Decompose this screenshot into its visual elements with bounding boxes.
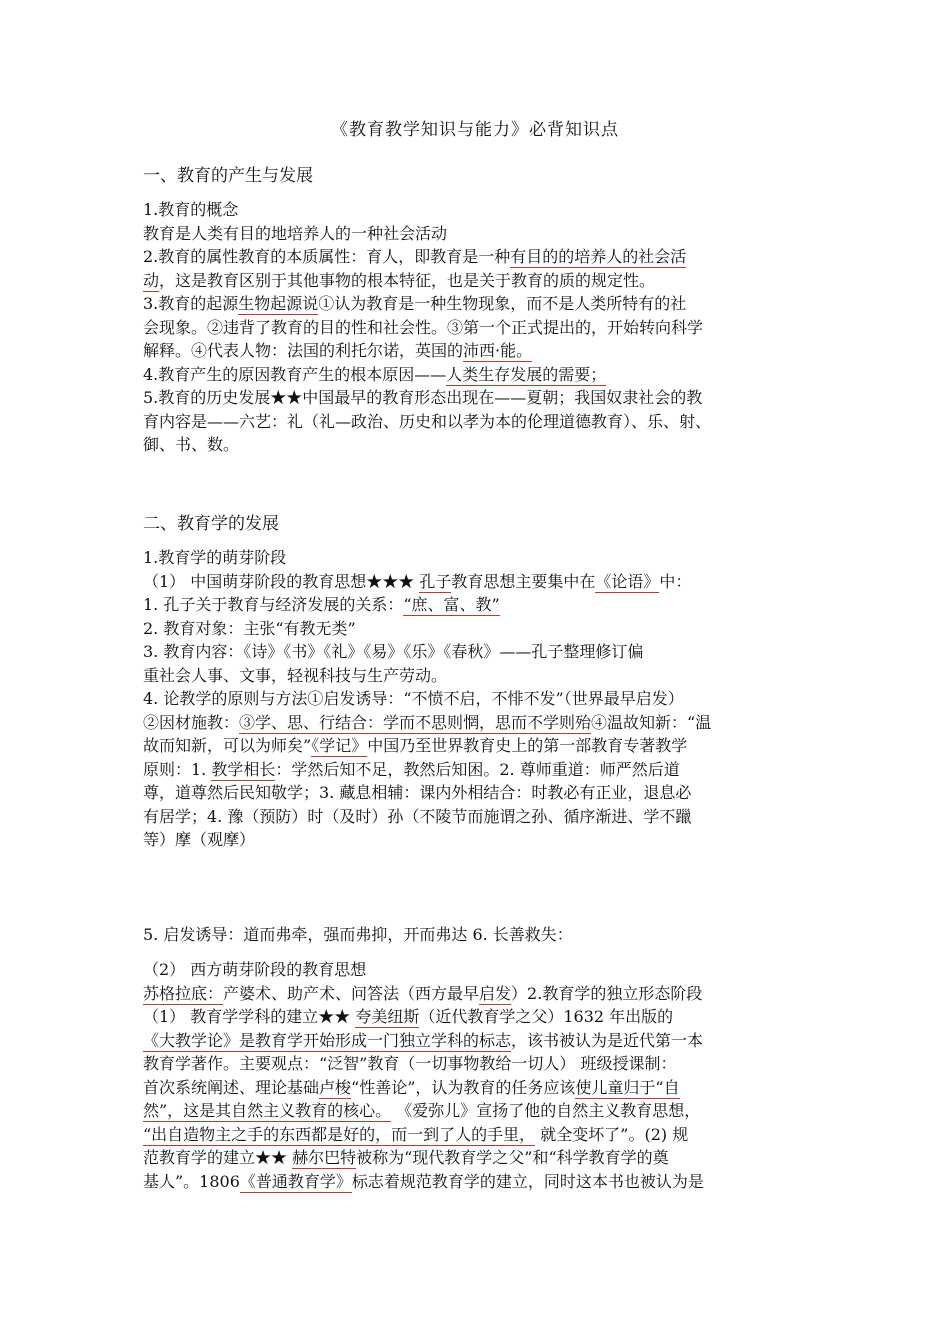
text-segment: 故而知新，可以为师矣” [143,736,312,755]
text-line [143,1052,818,1076]
underlined-text: “庶、富、教” [403,595,500,614]
text-line [143,982,818,1006]
underlined-text: 卢梭 [319,1077,352,1097]
text-segment: 重社会人事、文事，轻视科技与生产劳动。 [143,665,448,685]
text-segment: 1.教育学的萌芽阶段 [143,548,287,567]
text-line [143,222,818,246]
underlined-text: ③学、思、行结合：学而不思则惘，思而不学则殆 [239,712,592,732]
text-segment: ，这是教育区别于其他事物的根本特征，也是关于教育的质的规定性。 [159,270,656,290]
underlined-text: 有目的的培养人的社会活 [510,247,687,266]
text-segment: 2.教育的属性教育的本质属性：育人，即教育是一种 [143,247,511,266]
text-line [143,958,818,982]
text-line [143,1076,818,1100]
text-segment: 中： [659,571,692,591]
text-line [143,292,818,316]
underlined-text: 《学记》 [311,736,368,755]
text-line [143,433,818,457]
text-line [143,316,818,340]
text-line [143,617,818,641]
text-line [143,1005,818,1029]
text-segment: 产婆术、助产术、问答法（西方最早 [223,983,480,1003]
text-segment: 标志着规范教育学的建立，同时这本书也被认为是 [351,1171,704,1191]
text-line [143,1146,818,1170]
text-segment: “性善论”，认为教育的任务应该 [351,1077,576,1097]
underlined-text: 《论语》 [595,571,660,591]
text-line [143,711,818,735]
underlined-text: 《普通教育学》 [239,1171,352,1191]
text-segment: 范教育学的建立★★ [143,1148,293,1167]
text-segment: （近代教育学之父）1632 年出版的 [419,1007,674,1026]
text-line [143,339,818,363]
text-segment: （1） 教育学学科的建立★★ [143,1007,356,1026]
underlined-text: 苏格拉底： [143,983,224,1003]
text-line [143,570,818,594]
underlined-text: 沛西·能。 [463,341,533,360]
text-line [143,734,818,758]
text-segment: 原则：1. [143,759,212,779]
text-segment: ①认为教育是一种生物现象，而不是人类所特有的社 [318,294,687,313]
text-segment: 教育学著作。主要观点：“泛智”教育（一切事物教给一切人） 班级授课制： [143,1054,677,1073]
text-line [143,546,818,570]
text-segment: 有居学；4. 豫（预防）时（及时）孙（不陵节而施谓之孙、循序渐进、学不躐 [143,806,692,826]
text-line [143,410,818,434]
text-line [143,1099,818,1123]
text-line [143,245,818,269]
text-line [143,593,818,617]
text-line [143,664,818,688]
text-line [143,1029,818,1053]
text-line [143,687,818,711]
underlined-text: “出自造物主之手的东西都是好的，而一到了人的手里， [143,1124,536,1144]
underlined-text: 赫尔巴特 [292,1148,357,1167]
text-line [143,386,818,410]
underlined-text: 生物起源说 [238,294,319,313]
underlined-text: 然”，这是其自然主义教育的核心。 [143,1101,392,1120]
section-2-body [143,546,818,852]
text-segment: 1. 孔子关于教育与经济发展的关系： [143,595,404,614]
text-segment: 教育思想主要集中在 [451,571,596,591]
text-segment: ）2.教育学的独立形态阶段 [511,983,703,1003]
underlined-text: 使儿童归于“自 [575,1077,680,1097]
text-segment: 3.教育的起源 [143,294,239,313]
text-segment: 中国乃至世界教育史上的第一部教育专著教学 [367,736,688,755]
text-segment: （1） 中国萌芽阶段的教育思想★★★ [143,571,420,591]
text-segment: ②因材施教： [143,712,240,732]
text-line [143,198,818,222]
section-1-body [143,198,818,457]
text-segment: 1.教育的概念 [143,200,239,219]
underlined-text: 《大教学论》是教育学开始形成一门独立学科的标志 [143,1030,512,1050]
section-heading-2: 二、教育学的发展 [143,514,279,534]
section-3-first-line: 5. 启发诱导：道而弗牵，强而弗抑，开而弗达 6. 长善救失： [143,925,573,944]
page-title: 《教育教学知识与能力》必背知识点 [331,120,619,140]
underlined-text: 夸美纽斯 [355,1007,420,1026]
text-segment: 会现象。②违背了教育的目的性和社会性。③第一个正式提出的，开始转向科学 [143,317,704,337]
text-segment: 5.教育的历史发展★★中国最早的教育形态出现在——夏朝；我国奴隶社会的教 [143,388,703,407]
text-line [143,363,818,387]
text-line [143,828,818,852]
underlined-text: 教学相长 [211,759,276,779]
text-segment: ，该书被认为是近代第一本 [511,1030,704,1050]
text-line [143,640,818,664]
underlined-text: 启发 [479,983,512,1003]
underlined-text: 孔子 [419,571,452,591]
text-segment: ④温故知新：“温 [591,712,712,732]
section-heading-1: 一、教育的产生与发展 [143,166,313,186]
text-segment: 4.教育产生的原因教育产生的根本原因—— [143,364,447,384]
text-segment: 被称为“现代教育学之父”和“科学教育学的奠 [356,1148,669,1167]
text-segment: 教育是人类有目的地培养人的一种社会活动 [143,223,448,243]
text-segment: 《爱弥儿》宣扬了他的自然主义教育思想， [391,1101,701,1120]
underlined-text: 动 [143,270,160,290]
text-line [143,269,818,293]
text-line [143,781,818,805]
text-segment: 基人”。1806 [143,1171,240,1191]
section-3-body [143,958,818,1193]
text-segment: 尊，道尊然后民知敬学；3. 藏息相辅：课内外相结合：时教必有正业，退息必 [143,783,692,802]
text-segment: 3. 教育内容：《诗》《书》《礼》《易》《乐》《春秋》——孔子整理修订偏 [143,642,644,661]
text-line [143,758,818,782]
text-segment: 育内容是——六艺：礼（礼—政治、历史和以孝为本的伦理道德教育）、乐、射、 [143,411,712,431]
text-segment: ：学然后知不足，教然后知困。2. 尊师重道：师严然后道 [275,759,680,779]
text-segment: 解释。④代表人物：法国的利托尔诺，英国的 [143,341,464,360]
text-segment: 4. 论教学的原则与方法①启发诱导：“不愤不启，不悱不发”（世界最早启发） [143,689,684,708]
text-line [143,1170,818,1194]
text-segment: 等）摩（观摩） [143,830,256,849]
text-segment: 首次系统阐述、理论基础 [143,1077,320,1097]
text-segment: 就全变坏了”。(2) 规 [535,1124,689,1144]
text-segment: （2） 西方萌芽阶段的教育思想 [143,960,367,979]
text-line [143,805,818,829]
text-line [143,1123,818,1147]
underlined-text: 人类生存发展的需要； [446,364,607,384]
text-segment: 御、书、数。 [143,435,240,454]
text-segment: 2. 教育对象：主张“有教无类” [143,618,356,638]
